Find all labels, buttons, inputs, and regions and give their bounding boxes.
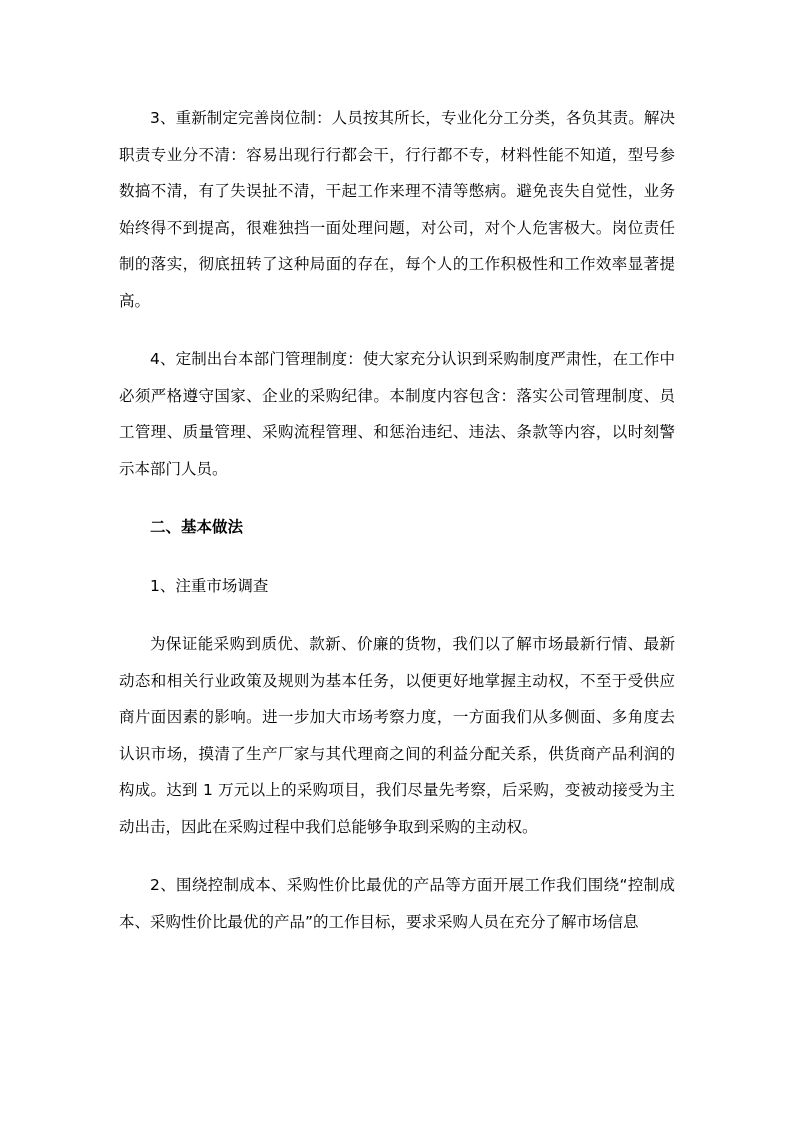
paragraph-cost-control: 2、围绕控制成本、采购性价比最优的产品等方面开展工作我们围绕“控制成本、采购性价比最优的产品”的工作目标，要求采购人员在充分了解市场信息	[119, 876, 675, 931]
paragraph-department-rules: 4、定制出台本部门管理制度：使大家充分认识到采购制度严肃性，在工作中必须严格遵守国家、企业的采购纪律。本制度内容包含：落实公司管理制度、员工管理、质量管理、采购流程管理、和惩治违纪、违法、条款等内容，以时刻警示本部门人员。	[119, 350, 675, 478]
paragraph-gap	[119, 604, 675, 626]
subheading-market-research: 1、注重市场调查	[150, 576, 269, 595]
paragraph-gap	[119, 845, 675, 867]
paragraph-job-responsibility: 3、重新制定完善岗位制：人员按其所长，专业化分工分类，各负其责。解决职责专业分不清：容易出现行行都会干，行行都不专，材料性能不知道，型号参数搞不清，有了失误扯不清，干起工作来理不清等憋病。避免丧失自觉性，业务始终得不到提高，很难独挡一面处理问题，对公司，对个人危害极大。岗位责任制的落实，彻底扭转了这种局面的存在，每个人的工作积极性和工作效率显著提高。	[119, 109, 675, 310]
paragraph-gap	[119, 319, 675, 341]
paragraph-gap	[119, 487, 675, 509]
paragraph-gap	[119, 546, 675, 568]
paragraph-market-research: 为保证能采购到质优、款新、价廉的货物，我们以了解市场最新行情、最新动态和相关行业政策及规则为基本任务，以便更好地掌握主动权，不至于受供应商片面因素的影响。进一步加大市场考察力度，一方面我们从多侧面、多角度去认识市场，摸清了生产厂家与其代理商之间的利益分配关系，供货商产品利润的构成。达到 1 万元以上的采购项目，我们尽量先考察，后采购，变被动接受为主动出击，因此在采购过程中我们总能够争取到采购的主动权。	[119, 635, 675, 836]
document-page	[119, 100, 675, 940]
section-heading-basic-practice: 二、基本做法	[150, 518, 244, 536]
